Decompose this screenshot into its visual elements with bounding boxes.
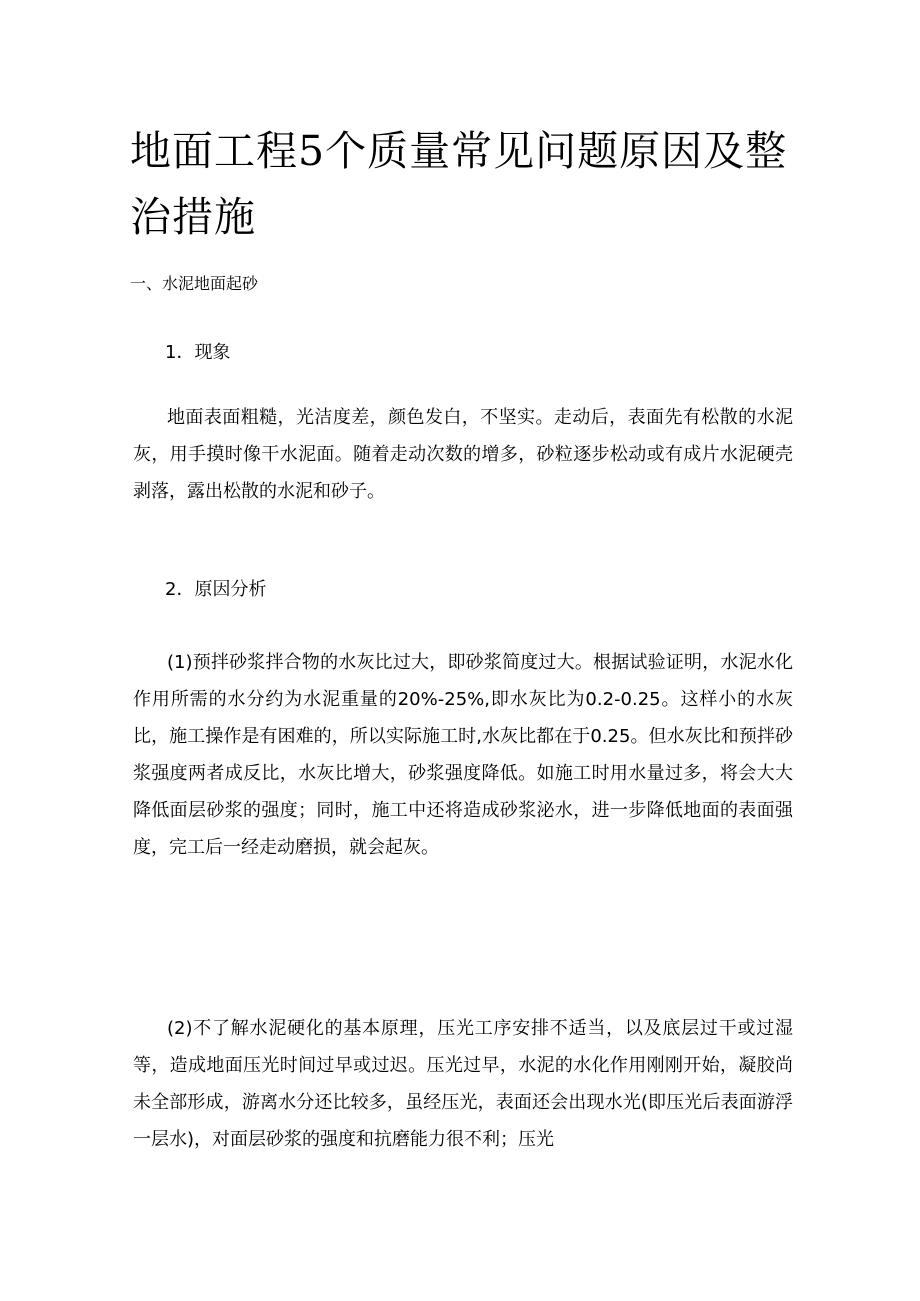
paragraph-phenomenon: 地面表面粗糙，光洁度差，颜色发白，不坚实。走动后，表面先有松散的水泥灰，用手摸时像干水泥面。随着走动次数的增多，砂粒逐步松动或有成片水泥硬壳剥落，露出松散的水泥和砂子。 bbox=[133, 407, 793, 502]
paragraph-cause-2: (2)不了解水泥硬化的基本原理，压光工序安排不适当，以及底层过干或过湿等，造成地面压光时间过早或过迟。压光过早，水泥的水化作用刚刚开始，凝胶尚未全部形成，游离水分还比较多，虽经压光，表面还会出现水光(即压光后表面游浮一层水)，对面层砂浆的强度和抗磨能力很不利；压光 bbox=[133, 1018, 793, 1150]
document-title: 地面工程5个质量常见问题原因及整治措施 bbox=[130, 127, 788, 241]
subheading-phenomenon: 1．现象 bbox=[165, 342, 231, 363]
section-heading-cement-floor-sanding: 一、水泥地面起砂 bbox=[130, 274, 259, 293]
subheading-cause-analysis: 2．原因分析 bbox=[165, 579, 267, 600]
paragraph-cause-1: (1)预拌砂浆拌合物的水灰比过大，即砂浆简度过大。根据试验证明，水泥水化作用所需的水分约为水泥重量的20%-25%,即水灰比为0.2-0.25。这样小的水灰比，施工操作是有困难的，所以实际施工时,水灰比都在于0.25。但水灰比和预拌砂浆强度两者成反比，水灰比增大，砂浆强度降低。如施工时用水量过多，将会大大降低面层砂浆的强度；同时，施工中还将造成砂浆泌水，进一步降低地面的表面强度，完工后一经走动磨损，就会起灰。 bbox=[133, 652, 793, 858]
